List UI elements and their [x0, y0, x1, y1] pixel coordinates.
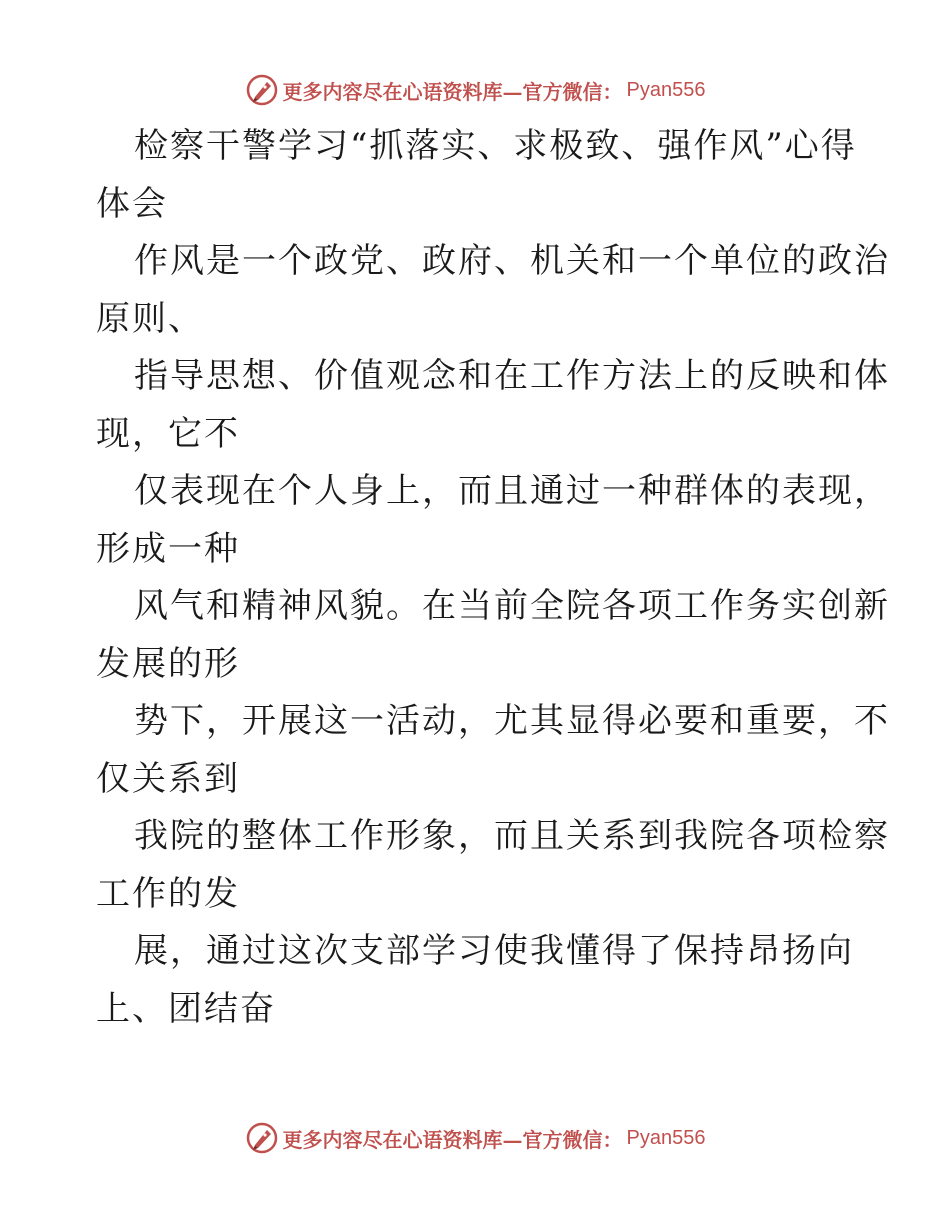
- header-promo-text: 更多内容尽在心语资料库—官方微信：: [282, 79, 623, 104]
- document-line: 指导思想、价值观念和在工作方法上的反映和体: [134, 356, 890, 396]
- document-line: 作风是一个政党、政府、机关和一个单位的政治: [134, 241, 890, 281]
- document-line: 仅关系到: [96, 758, 240, 799]
- document-line: 势下，开展这一活动，尤其显得必要和重要，不: [134, 701, 890, 741]
- document-line: 体会: [96, 183, 168, 224]
- document-line: 形成一种: [96, 528, 240, 569]
- document-line: 我院的整体工作形象，而且关系到我院各项检察: [134, 816, 890, 856]
- document-line: 检察干警学习“抓落实、求极致、强作风”心得: [134, 126, 857, 166]
- document-line: 展，通过这次支部学习使我懂得了保持昂扬向: [134, 931, 854, 971]
- pen-nib-logo-icon: [245, 73, 279, 107]
- footer-banner: [0, 1118, 950, 1158]
- document-line: 仅表现在个人身上，而且通过一种群体的表现，: [134, 471, 890, 511]
- document-body: [96, 118, 890, 1038]
- document-line: 原则、: [96, 298, 204, 339]
- footer-promo-text: 更多内容尽在心语资料库—官方微信：: [282, 1127, 623, 1152]
- document-line: 工作的发: [96, 873, 240, 914]
- document-line: 上、团结奋: [96, 988, 276, 1029]
- header-account-link[interactable]: Pyan556: [626, 78, 706, 101]
- footer-account-link[interactable]: Pyan556: [626, 1126, 706, 1149]
- document-line: 现，它不: [96, 413, 240, 454]
- header-banner: [0, 70, 950, 110]
- pen-nib-logo-icon: [245, 1121, 279, 1155]
- document-line: 风气和精神风貌。在当前全院各项工作务实创新: [134, 586, 890, 626]
- document-line: 发展的形: [96, 643, 240, 684]
